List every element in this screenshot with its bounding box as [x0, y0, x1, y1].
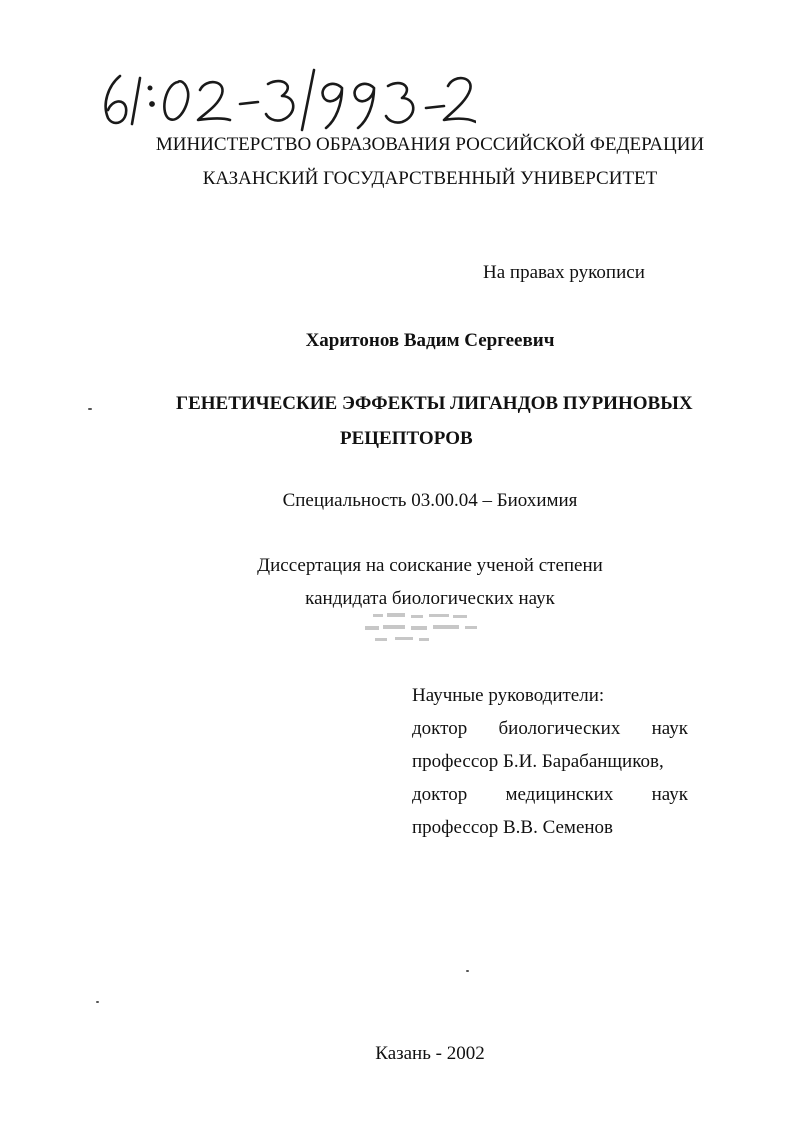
ministry-name: МИНИСТЕРСТВО ОБРАЗОВАНИЯ РОССИЙСКОЙ ФЕДЕРАЦИИ — [155, 134, 705, 155]
place-and-year: Казань - 2002 — [375, 1043, 485, 1064]
scan-speck — [466, 970, 469, 972]
supervisor-2-degree — [412, 784, 688, 817]
degree-word: наук — [651, 784, 688, 805]
supervisors-block — [412, 685, 688, 850]
supervisor-1-degree — [412, 718, 688, 751]
supervisors-heading: Научные руководители: — [412, 685, 605, 706]
author-name: Харитонов Вадим Сергеевич — [305, 330, 555, 351]
university-name: КАЗАНСКИЙ ГОСУДАРСТВЕННЫЙ УНИВЕРСИТЕТ — [202, 168, 658, 189]
degree-line-1: Диссертация на соискание ученой степени — [257, 555, 603, 576]
faded-stamp — [355, 610, 495, 650]
degree-word: биологических — [498, 718, 621, 739]
supervisor-1-name: профессор Б.И. Барабанщиков, — [412, 751, 664, 772]
rights-note: На правах рукописи — [483, 262, 645, 283]
thesis-title-line-1: ГЕНЕТИЧЕСКИЕ ЭФФЕКТЫ ЛИГАНДОВ ПУРИНОВЫХ — [176, 393, 693, 414]
thesis-title-line-2: РЕЦЕПТОРОВ — [340, 428, 473, 449]
specialty: Специальность 03.00.04 – Биохимия — [282, 490, 578, 511]
scan-speck — [88, 408, 92, 410]
supervisor-2-name: профессор В.В. Семенов — [412, 817, 614, 838]
scan-speck — [96, 1001, 99, 1003]
degree-line-2: кандидата биологических наук — [305, 588, 555, 609]
degree-word: доктор — [412, 784, 468, 805]
degree-word: медицинских — [505, 784, 614, 805]
degree-word: доктор — [412, 718, 468, 739]
handwritten-archive-number — [96, 64, 476, 134]
degree-word: наук — [651, 718, 688, 739]
